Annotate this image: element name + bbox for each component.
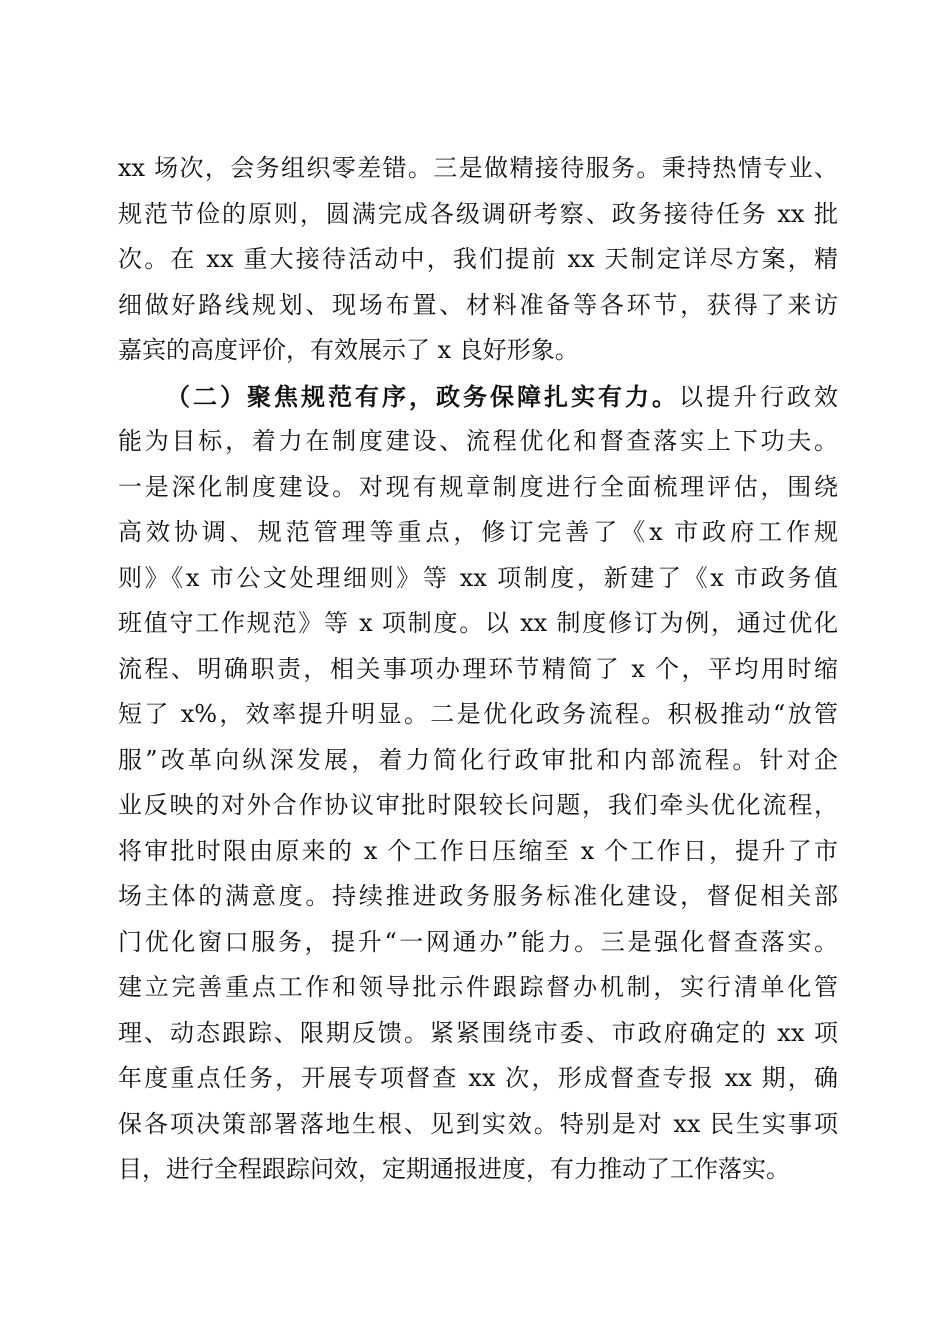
text-line: 理、动态跟踪、限期反馈。紧紧围绕市委、市政府确定的 xx 项 bbox=[118, 1018, 838, 1047]
text-line: 将审批时限由原来的 x 个工作日压缩至 x 个工作日，提升了市 bbox=[118, 836, 838, 865]
text-line: 次。在 xx 重大接待活动中，我们提前 xx 天制定详尽方案，精 bbox=[118, 245, 838, 273]
text-line: 保各项决策部署落地生根、见到实效。特别是对 xx 民生实事项 bbox=[118, 1109, 838, 1138]
section-heading: （二）聚焦规范有序，政务保障扎实有力。 bbox=[166, 381, 679, 411]
section-first-line bbox=[118, 374, 838, 420]
section-first-line-rest: 以提升行政效 bbox=[679, 382, 838, 411]
text-line: 服”改革向纵深发展，着力简化行政审批和内部流程。针对企 bbox=[118, 745, 838, 774]
text-line: 场主体的满意度。持续推进政务服务标准化建设，督促相关部 bbox=[118, 882, 838, 910]
text-line: 规范节俭的原则，圆满完成各级调研考察、政务接待任务 xx 批 bbox=[118, 199, 838, 228]
text-line: 目，进行全程跟踪问效，定期通报进度，有力推动了工作落实。 bbox=[118, 1155, 790, 1183]
text-line: 细做好路线规划、现场布置、材料准备等各环节，获得了来访 bbox=[118, 290, 838, 319]
text-line: 一是深化制度建设。对现有规章制度进行全面梳理评估，围绕 bbox=[118, 472, 838, 501]
text-line: 业反映的对外合作协议审批时限较长问题，我们牵头优化流程， bbox=[118, 791, 838, 819]
text-line: 流程、明确职责，相关事项办理环节精简了 x 个，平均用时缩 bbox=[118, 654, 838, 683]
text-line: 能为目标，着力在制度建设、流程优化和督查落实上下功夫。 bbox=[118, 427, 838, 455]
text-line: 班值守工作规范》等 x 项制度。以 xx 制度修订为例，通过优化 bbox=[118, 609, 838, 637]
text-line: 短了 x%，效率提升明显。二是优化政务流程。积极推动“放管 bbox=[118, 700, 838, 728]
text-line: xx 场次，会务组织零差错。三是做精接待服务。秉持热情专业、 bbox=[118, 154, 838, 182]
text-line: 则》《x 市公文处理细则》等 xx 项制度，新建了《x 市政务值 bbox=[118, 563, 838, 592]
text-line: 高效协调、规范管理等重点，修订完善了《x 市政府工作规 bbox=[118, 518, 838, 546]
text-line: 年度重点任务，开展专项督查 xx 次，形成督查专报 xx 期，确 bbox=[118, 1064, 838, 1092]
text-line: 门优化窗口服务，提升“一网通办”能力。三是强化督查落实。 bbox=[118, 927, 838, 956]
text-line: 嘉宾的高度评价，有效展示了 x 良好形象。 bbox=[118, 336, 579, 364]
text-line: 建立完善重点工作和领导批示件跟踪督办机制，实行清单化管 bbox=[118, 973, 838, 1001]
body-text bbox=[118, 146, 838, 1193]
